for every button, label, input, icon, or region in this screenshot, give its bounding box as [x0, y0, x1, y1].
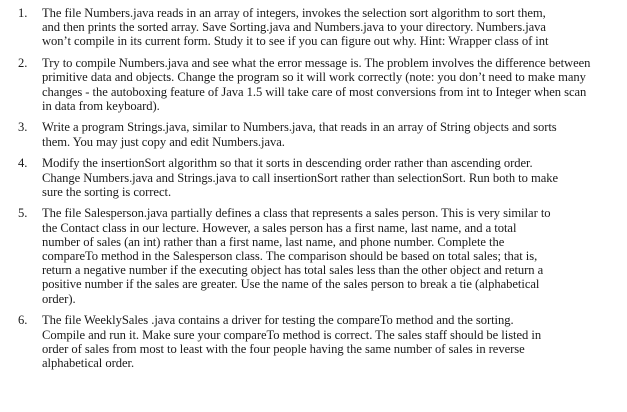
item-text — [42, 120, 619, 148]
text-line: order of sales from most to least with the four people having the same number of sales in reverse — [42, 341, 525, 356]
text-line: primitive data and objects. Change the program so it will work correctly (note: you don’t need to make many — [42, 70, 586, 85]
item-number: 2. — [18, 56, 28, 71]
list-item-1 — [18, 6, 619, 49]
text-line: number of sales (an int) rather than a first name, last name, and phone number. Complete the — [42, 234, 505, 249]
text-line: and then prints the sorted array. Save Sorting.java and Numbers.java to your directory. Numbers.java — [42, 20, 546, 35]
list-item-2 — [18, 56, 619, 113]
text-line: Modify the insertionSort algorithm so that it sorts in descending order rather than ascending order. — [42, 156, 533, 171]
text-line: won’t compile in its current form. Study it to see if you can figure out why. Hint: Wrapper class of int — [42, 34, 549, 49]
list-item-4 — [18, 156, 619, 199]
text-line: Change Numbers.java and Strings.java to call insertionSort rather than selectionSort. Run both to make — [42, 170, 559, 185]
item-number: 1. — [18, 6, 28, 20]
item-number: 6. — [18, 313, 28, 328]
text-line: them. You may just copy and edit Numbers.java. — [42, 134, 285, 149]
item-text — [42, 313, 619, 370]
text-line: The file Salesperson.java partially defines a class that represents a sales person. This is very similar to — [42, 206, 551, 221]
text-line: compareTo method in the Salesperson class. The comparison should be based on total sales; that is, — [42, 249, 538, 264]
text-line: Write a program Strings.java, similar to Numbers.java, that reads in an array of String objects and sorts — [42, 120, 557, 135]
text-line: alphabetical order. — [42, 355, 135, 370]
list-item-6 — [18, 313, 619, 370]
item-number: 4. — [18, 156, 28, 171]
text-line: The file Numbers.java reads in an array of integers, invokes the selection sort algorithm to sort them, — [42, 6, 546, 20]
text-line: sure the sorting is correct. — [42, 184, 172, 199]
item-text — [42, 156, 619, 199]
text-line: in data from keyboard). — [42, 98, 160, 113]
text-line: Compile and run it. Make sure your compareTo method is correct. The sales staff should be listed in — [42, 327, 542, 342]
text-line: return a negative number if the executing object has total sales less than the other object and return a — [42, 263, 544, 278]
item-text — [42, 56, 619, 113]
item-text — [42, 206, 619, 305]
item-number: 5. — [18, 206, 28, 221]
text-line: Try to compile Numbers.java and see what the error message is. The problem involves the difference between — [42, 56, 591, 71]
list-item-3 — [18, 120, 619, 148]
list-item-5 — [18, 206, 619, 305]
text-line: order). — [42, 291, 76, 306]
text-line: The file WeeklySales .java contains a driver for testing the compareTo method and the sorting. — [42, 313, 514, 328]
text-line: changes - the autoboxing feature of Java 1.5 will take care of most conversions from int to Integer when scan — [42, 84, 587, 99]
text-line: positive number if the sales are greater. Use the name of the sales person to break a tie (alphabetical — [42, 277, 540, 292]
item-text — [42, 6, 619, 49]
text-line: the Contact class in our lecture. However, a sales person has a first name, last name, and a total — [42, 220, 517, 235]
item-number: 3. — [18, 120, 28, 135]
